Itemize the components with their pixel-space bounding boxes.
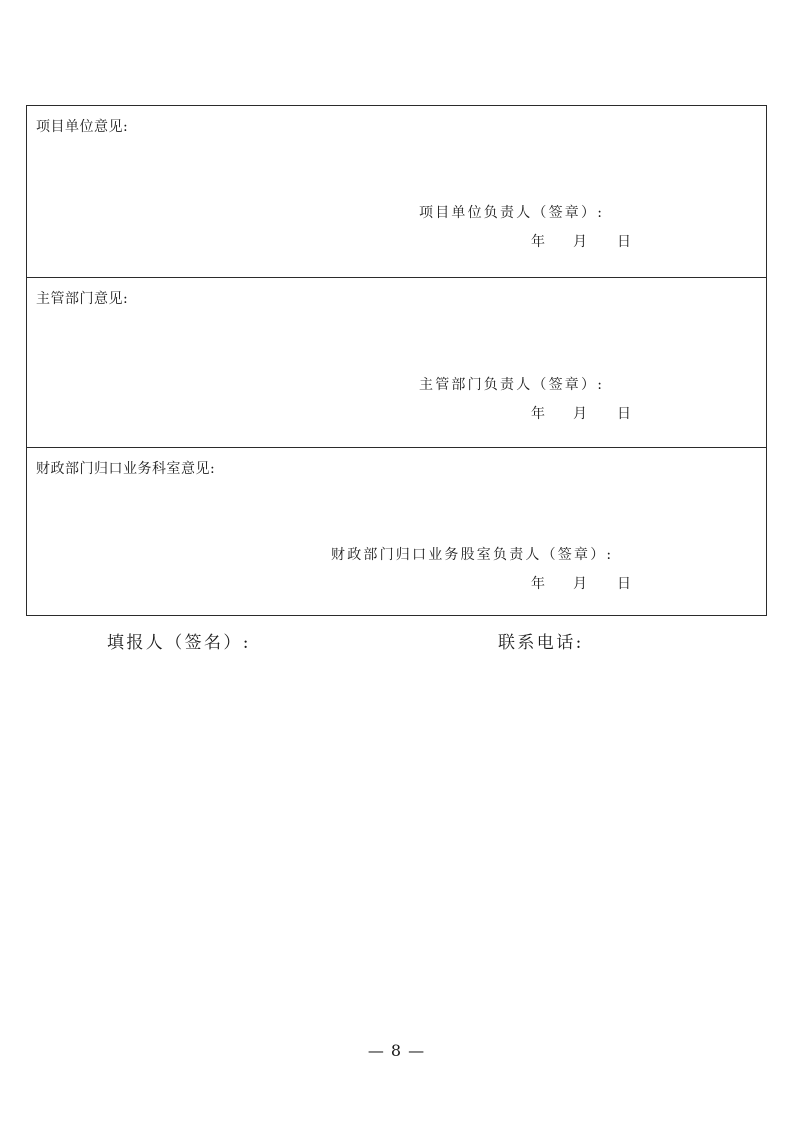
finance-dept-opinion-section: [27, 447, 766, 616]
contact-phone-label: 联系电话:: [498, 633, 584, 653]
project-unit-date: [531, 231, 631, 251]
date-year-label: 年: [531, 576, 545, 592]
page-number: — 8 —: [367, 1041, 426, 1060]
supervising-dept-date: [531, 403, 631, 423]
project-unit-opinion-section: [27, 106, 766, 277]
project-unit-opinion-label: 项目单位意见:: [36, 119, 129, 135]
finance-dept-opinion-label: 财政部门归口业务科室意见:: [36, 461, 216, 477]
supervising-dept-opinion-label: 主管部门意见:: [36, 291, 129, 307]
filler-signature-label: 填报人（签名）:: [107, 633, 251, 653]
date-day-label: 日: [617, 406, 631, 422]
supervising-dept-opinion-section: [27, 277, 766, 447]
date-year-label: 年: [531, 234, 545, 250]
project-unit-signer-label: 项目单位负责人（签章）:: [419, 205, 605, 221]
supervising-dept-signer-label: 主管部门负责人（签章）:: [419, 377, 605, 393]
date-month-label: 月: [573, 234, 587, 250]
date-month-label: 月: [573, 576, 587, 592]
date-day-label: 日: [617, 234, 631, 250]
date-year-label: 年: [531, 406, 545, 422]
date-day-label: 日: [617, 576, 631, 592]
finance-dept-signer-label: 财政部门归口业务股室负责人（签章）:: [331, 547, 614, 563]
finance-dept-date: [531, 573, 631, 593]
date-month-label: 月: [573, 406, 587, 422]
opinion-form-table: [26, 105, 767, 616]
